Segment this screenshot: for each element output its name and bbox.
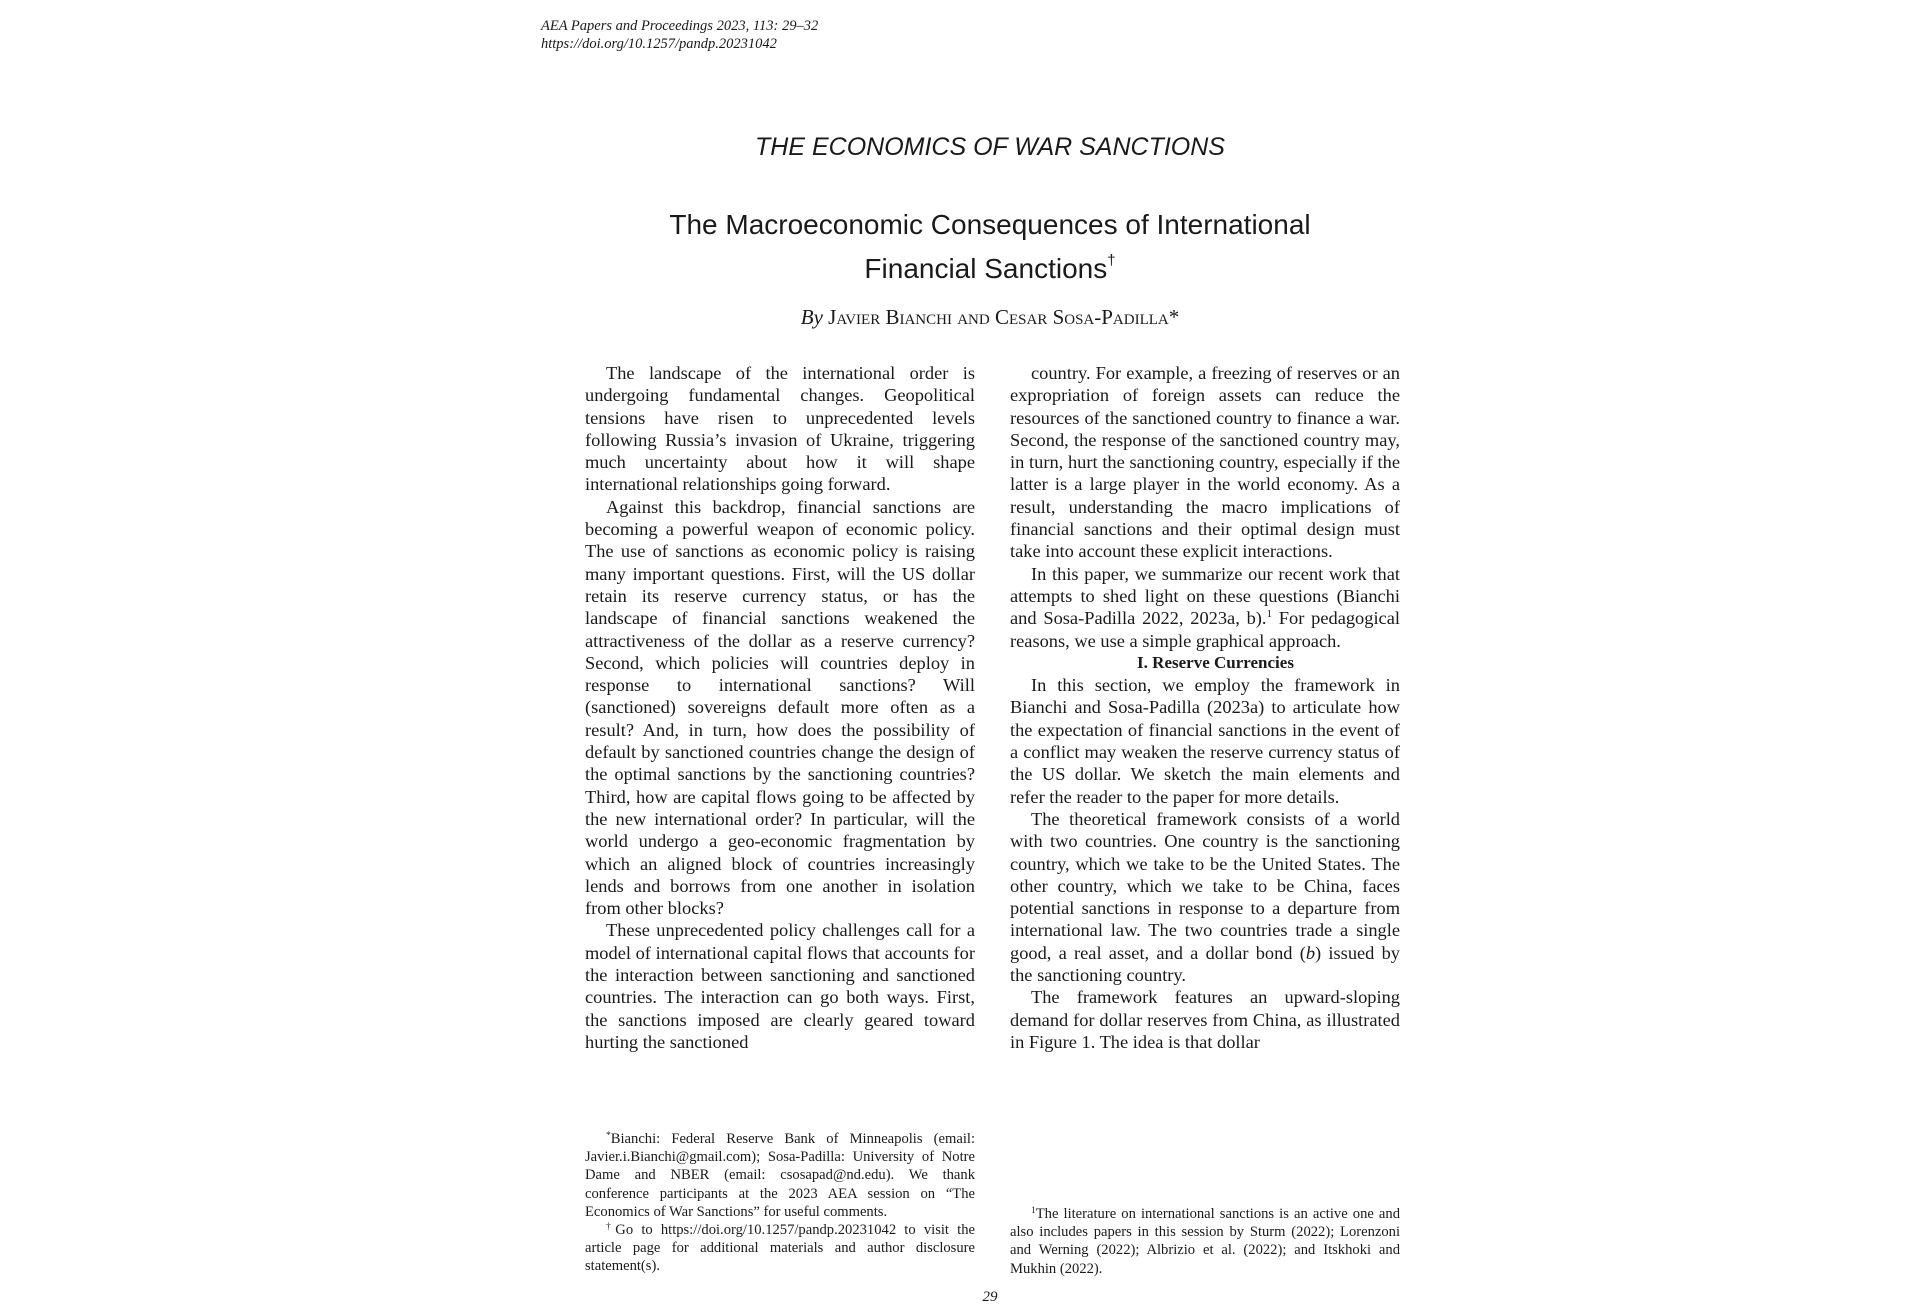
footnote-mark: * [606, 1131, 611, 1141]
paragraph-text: ) issued by the sanctioning country. [1010, 942, 1401, 986]
journal-citation: AEA Papers and Proceedings 2023, 113: 29–32 [541, 18, 819, 34]
byline-prefix: By [800, 305, 823, 329]
body-column-right [1010, 362, 1400, 1053]
paper-title-line-2 [0, 243, 1922, 287]
byline [0, 305, 1922, 330]
paper-title-line-1: The Macroeconomic Consequences of International [669, 209, 1311, 240]
journal-header [541, 17, 818, 53]
footnotes-left [585, 1130, 975, 1276]
title-dagger-mark: † [1107, 252, 1116, 269]
paragraph: Against this backdrop, financial sanctions are becoming a powerful weapon of economic policy. The use of sanctions as economic policy is raising many important questions. First, will the US dollar retain its reserve currency status, or has the landscape of financial sanctions weakened the attractiveness of the dollar as a reserve currency? Second, which policies will countries deploy in response to international sanctions? Will (sanctioned) sovereigns default more often as a result? And, in turn, how does the possibility of default by sanctioned countries change the design of the optimal sanctions by the sanctioning countries? Third, how are capital flows going to be affected by the new international order? In particular, will the world undergo a geo-economic fragmentation by which an aligned block of countries increasingly lends and borrows from one another in isolation from other blocks? [585, 496, 975, 919]
footnote-mark: 1 [1031, 1206, 1036, 1216]
footnote-affiliation [585, 1130, 975, 1221]
footnotes-right [1010, 1205, 1400, 1278]
paper-title [0, 207, 1922, 287]
section-heading: I. Reserve Currencies [1137, 652, 1294, 672]
journal-doi: https://doi.org/10.1257/pandp.20231042 [541, 36, 777, 52]
paragraph-text: In this paper, we summarize our recent work that attempts to shed light on these questions (Bianchi and Sosa-Padilla 2022, 2023a, b). [1010, 563, 1400, 629]
paragraph: The framework features an upward-sloping demand for dollar reserves from China, as illustrated in Figure 1. The idea is that dollar [1010, 987, 1400, 1052]
paragraph-text: For pedagogical reasons, we use a simple graphical approach. [1010, 608, 1400, 651]
paragraph-text: The theoretical framework consists of a world with two countries. One country is the sanctioning country, which we take to be the United States. The other country, which we take to be China, faces potential sanctions in response to a departure from international law. The two countries trade a single good, a real asset, and a dollar bond ( [1010, 808, 1400, 963]
math-variable: b [1305, 942, 1316, 963]
footnote-ref-1[interactable]: 1 [1266, 608, 1273, 621]
paper-title-line-2-text: Financial Sanctions [864, 253, 1108, 284]
footnote-dagger [585, 1221, 975, 1276]
page-number: 29 [982, 1289, 998, 1305]
paragraph [1010, 808, 1400, 986]
footnote-text: The literature on international sanctions is an active one and also includes papers in this session by Sturm (2022); Lorenzoni and Werning (2022); Albrizio et al. (2022); and Itskhoki and Mukhin (2022). [1010, 1206, 1400, 1277]
paragraph: These unprecedented policy challenges call for a model of international capital flows that accounts for the interaction between sanctioning and sanctioned countries. The interaction can go both ways. First, the sanctions imposed are clearly geared toward hurting the sanctioned [585, 920, 975, 1052]
paragraph: The landscape of the international order is undergoing fundamental changes. Geopolitical tensions have risen to unprecedented levels following Russia’s invasion of Ukraine, triggering much uncertainty about how it will shape international relationships going forward. [585, 363, 975, 495]
paragraph: In this section, we employ the framework in Bianchi and Sosa-Padilla (2023a) to articulate how the expectation of financial sanctions in the event of a conflict may weaken the reserve currency status of the US dollar. We sketch the main elements and refer the reader to the paper for more details. [1010, 675, 1400, 807]
byline-authors: Javier Bianchi and Cesar Sosa-Padilla* [828, 305, 1180, 329]
footnote-text: Go to https://doi.org/10.1257/pandp.20231042 to visit the article page for additional materials and author disclosure statement(s). [585, 1222, 976, 1275]
paragraph [1010, 563, 1400, 652]
body-column-left [585, 362, 975, 1053]
footnote-text: Bianchi: Federal Reserve Bank of Minneapolis (email: Javier.i.Bianchi@gmail.com); Sosa-Padilla: University of Notre Dame and NBER (email: csosapad@nd.edu). We thank conference participants at the 2023 AEA session on “The Economics of War Sanctions” for useful comments. [585, 1131, 975, 1220]
footnote-mark: † [606, 1222, 616, 1233]
paragraph: country. For example, a freezing of reserves or an expropriation of foreign assets can reduce the resources of the sanctioned country to finance a war. Second, the response of the sanctioned country may, in turn, hurt the sanctioning country, especially if the latter is a large player in the world economy. As a result, understanding the macro implications of financial sanctions and their optimal design must take into account these explicit interactions. [1010, 363, 1400, 562]
footnote-1 [1010, 1205, 1400, 1278]
session-label: THE ECONOMICS OF WAR SANCTIONS [755, 133, 1225, 161]
